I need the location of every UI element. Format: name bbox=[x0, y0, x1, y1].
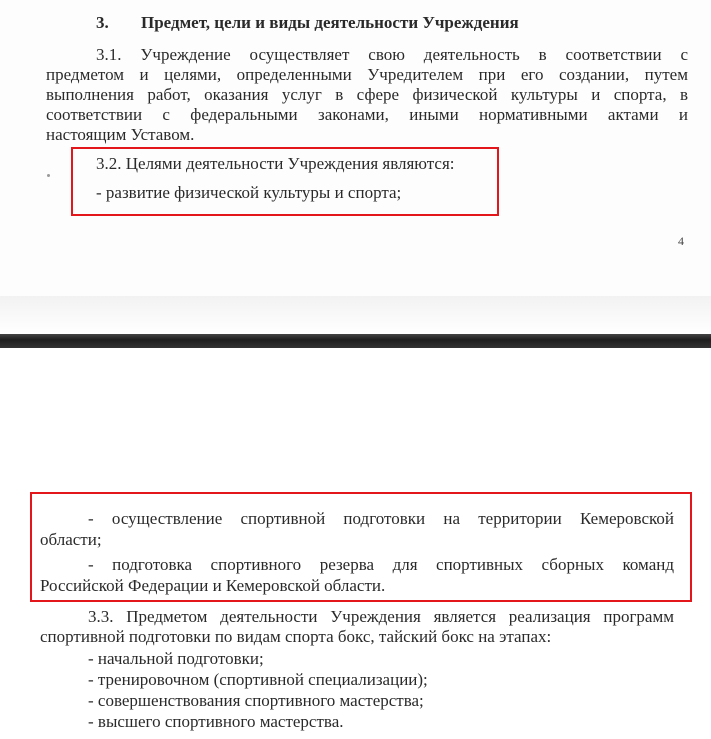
scan-speck bbox=[47, 174, 50, 177]
stage-item: - тренировочном (спортивной специализации); bbox=[88, 670, 428, 689]
highlight-box-goals-bottom bbox=[30, 492, 692, 602]
highlight-box-goals-top bbox=[71, 147, 499, 216]
page-separator bbox=[0, 334, 711, 348]
paragraph-3-3-line-1: 3.3. Предметом деятельности Учреждения является реализация программ bbox=[88, 607, 674, 626]
section-number: 3. bbox=[96, 13, 109, 32]
stage-item: - совершенствования спортивного мастерства; bbox=[88, 691, 424, 710]
page-shadow bbox=[0, 296, 711, 334]
document-page-top bbox=[0, 0, 711, 296]
paragraph-3-1-line-1: 3.1. Учреждение осуществляет свою деятельность в соответствии с bbox=[96, 45, 688, 64]
paragraph-3-1-line-2: предметом и целями, определенными Учредителем при его создании, путем bbox=[46, 65, 688, 84]
paragraph-3-1-line-3: выполнения работ, оказания услуг в сфере физической культуры и спорта, в bbox=[46, 85, 688, 104]
page-number: 4 bbox=[678, 234, 684, 248]
section-title: Предмет, цели и виды деятельности Учреждения bbox=[141, 13, 519, 32]
paragraph-3-2-title: 3.2. Целями деятельности Учреждения являются: bbox=[96, 154, 455, 173]
stage-item: - начальной подготовки; bbox=[88, 649, 264, 668]
paragraph-3-3-line-2: спортивной подготовки по видам спорта бокс, тайский бокс на этапах: bbox=[40, 627, 552, 646]
goal-item-3-line-2: Российской Федерации и Кемеровской области. bbox=[40, 576, 386, 595]
stage-item: - высшего спортивного мастерства. bbox=[88, 712, 344, 731]
paragraph-3-1-line-4: соответствии с федеральными законами, иными нормативными актами и bbox=[46, 105, 688, 124]
paragraph-3-1-line-5: настоящим Уставом. bbox=[46, 125, 195, 144]
goal-item-1: - развитие физической культуры и спорта; bbox=[96, 183, 402, 202]
goal-item-3-line-1: - подготовка спортивного резерва для спортивных сборных команд bbox=[88, 555, 674, 574]
goal-item-2-line-2: области; bbox=[40, 530, 102, 549]
goal-item-2-line-1: - осуществление спортивной подготовки на территории Кемеровской bbox=[88, 509, 674, 528]
